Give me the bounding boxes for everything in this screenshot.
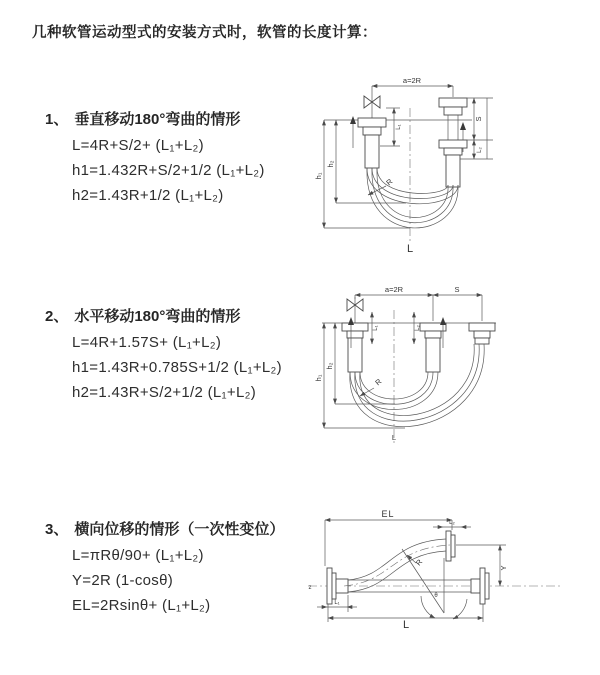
dim-label-a2r: a=2R [402,76,422,85]
diagram-horizontal-180-bend [310,282,600,460]
formula-2-h1: h1=1.43R+0.785S+1/2 (L₁+L₂) [72,359,282,376]
section-1-number: 1、 [45,111,69,128]
radius-label: R [413,557,425,568]
dim-label-el: EL [381,509,395,519]
diagram-lateral-displacement [300,500,600,675]
dim-label-h1: h₁ [314,172,323,180]
length-label: L [406,243,414,255]
length-label: L [391,433,397,442]
dim-label-h2: h₂ [325,362,334,370]
left-pipe-fitting [342,323,368,372]
length-label: L [402,619,410,631]
dim-label-h2: h₂ [326,160,335,168]
section-2-title: 水平移动180°弯曲的情形 [74,308,241,325]
dim-label-h1: h₁ [314,374,323,382]
dim-label-y: Y [499,565,508,571]
dim-label-l1: L₁ [373,325,379,331]
radius-label: R [384,176,395,188]
formula-3-L: L=πRθ/90+ (L₁+L₂) [72,547,204,564]
valve-icon [364,93,380,118]
right-pipe-fitting [439,98,467,187]
formula-1-L: L=4R+S/2+ (L₁+L₂) [72,137,204,154]
dim-label-l1: L₁ [334,600,340,606]
valve-icon [347,297,363,323]
diagram-vertical-180-bend [310,72,600,262]
section-2-heading [45,305,240,326]
dim-label-s: S [474,116,483,122]
dim-label-l2: L₂ [449,520,455,526]
formula-2-L: L=4R+1.57S+ (L₁+L₂) [72,334,222,351]
angle-label: θ [434,593,438,599]
section-3-number: 3、 [45,521,69,538]
middle-pipe-fitting [420,323,446,372]
upper-flange-displaced [446,531,455,561]
right-pipe-fitting [469,323,495,344]
section-1-title: 垂直移动180°弯曲的情形 [74,111,241,128]
hose-u-loop [350,344,484,427]
dim-label-a2r: a=2R [384,285,404,294]
diagram-3-linework [308,520,562,622]
dim-label-l1: L₁ [396,124,402,130]
page-title: 几种软管运动型式的安装方式时，软管的长度计算： [32,25,377,41]
dim-label-l2: L₂ [477,147,483,153]
section-3-title: 横向位移的情形（一次性变位） [74,521,285,538]
radius-label: R [373,376,384,388]
diagram-1-linework [324,86,493,242]
hose-s-curve [344,539,450,592]
section-2-number: 2、 [45,308,69,325]
diagram-2-linework [322,295,496,444]
dim-label-s: S [454,285,460,294]
formula-2-h2: h2=1.43R+S/2+1/2 (L₁+L₂) [72,384,257,401]
formula-1-h1: h1=1.432R+S/2+1/2 (L₁+L₂) [72,162,265,179]
section-3-heading [45,518,284,539]
formula-1-h2: h2=1.43R+1/2 (L₁+L₂) [72,187,224,204]
pipe-break-symbol: z [308,585,312,591]
formula-3-EL: EL=2Rsinθ+ (L₁+L₂) [72,597,211,614]
formula-3-Y: Y=2R (1-cosθ) [72,572,174,589]
dim-label-l2: L₂ [415,325,421,331]
left-pipe-fitting [358,118,386,168]
section-1-heading [45,108,240,129]
hose-u-loop [367,168,458,228]
